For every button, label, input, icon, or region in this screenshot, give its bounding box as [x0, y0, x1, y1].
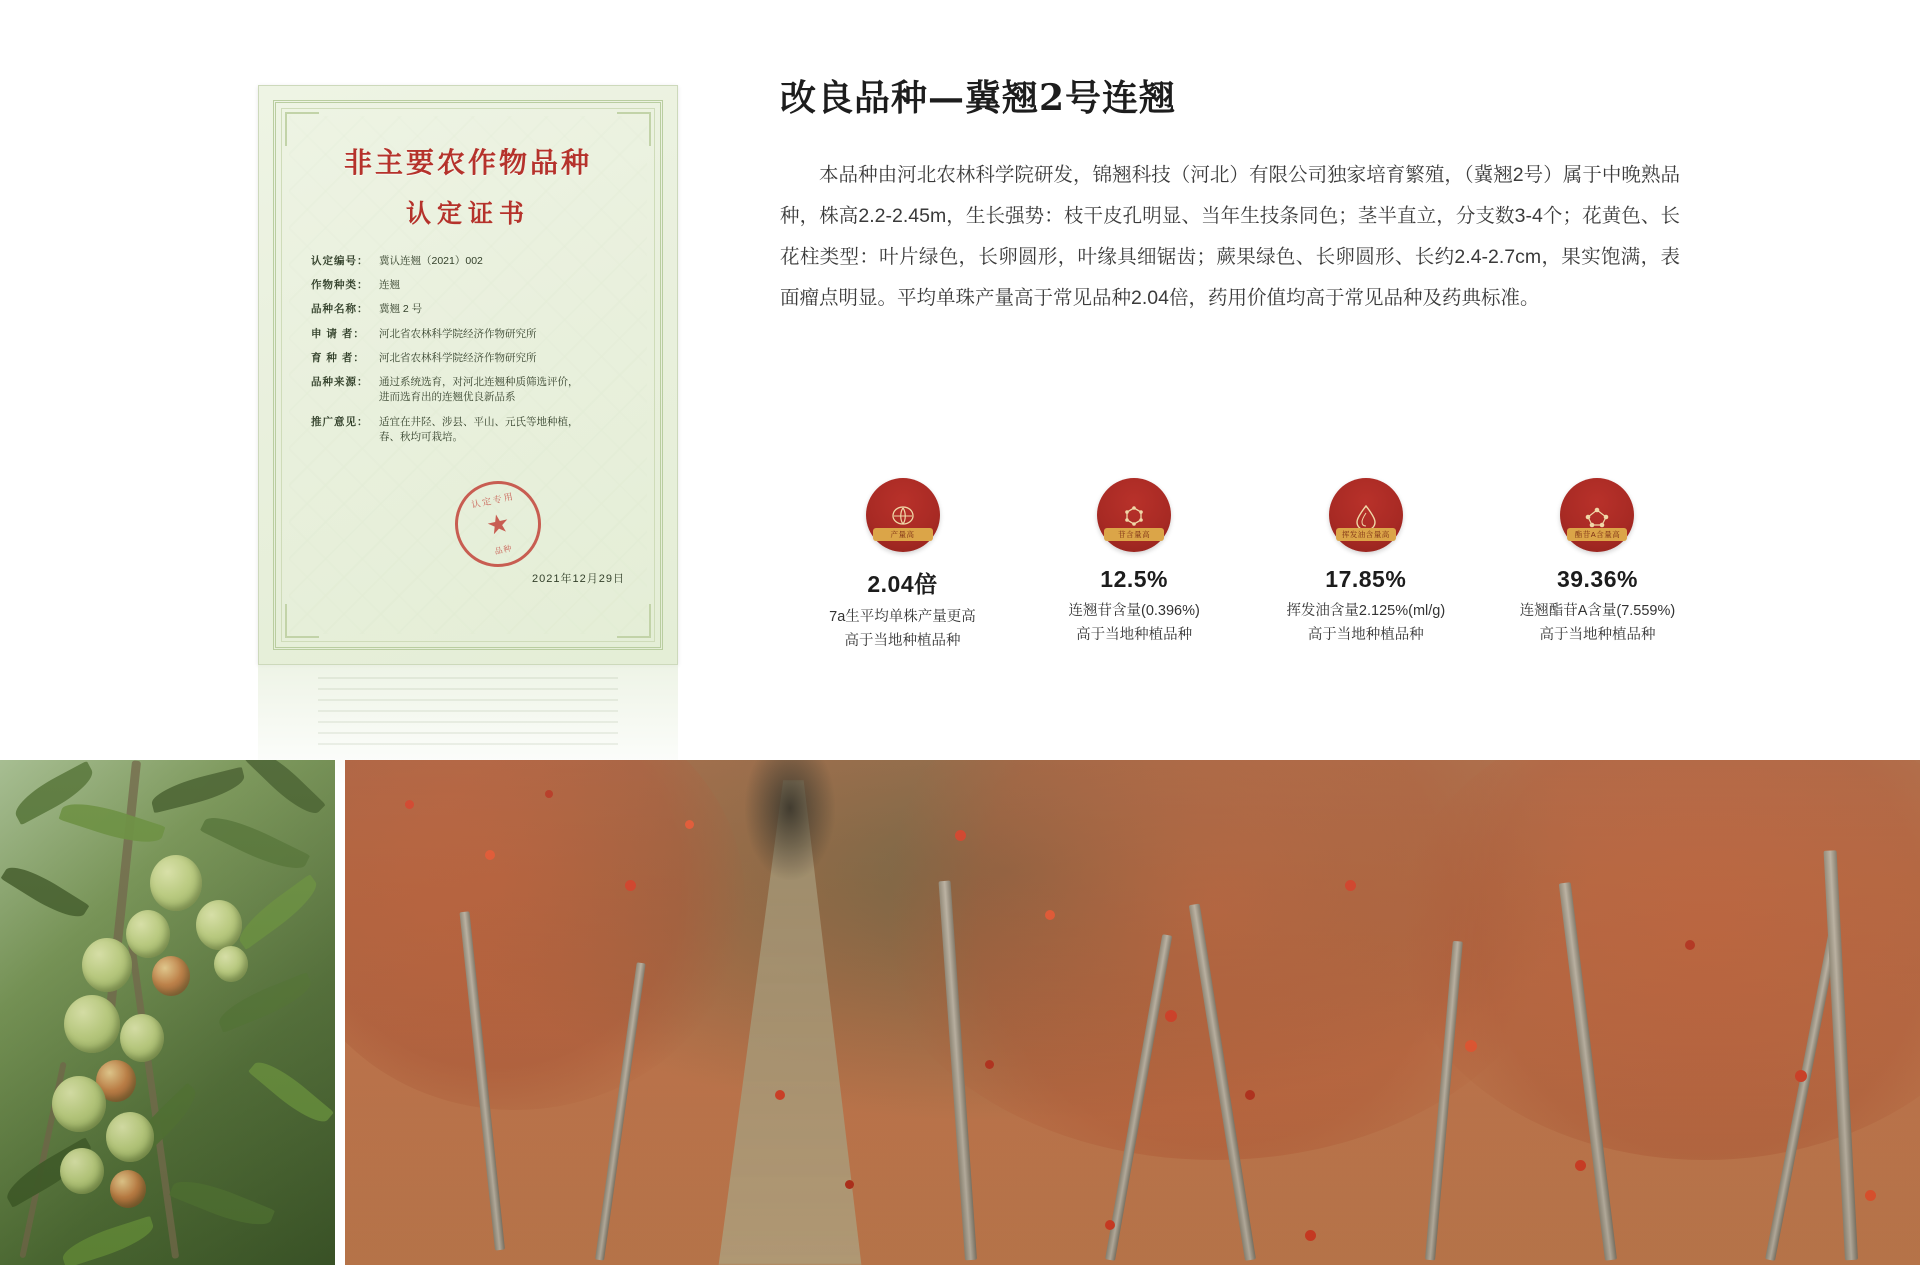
- stat-description-line1: 挥发油含量2.125%(ml/g): [1286, 603, 1446, 619]
- certificate-title-line2: 认定证书: [405, 199, 530, 228]
- stat-description-line2: 高于当地种植品种: [1539, 626, 1656, 643]
- certificate-field-label: 品种名称：: [311, 303, 369, 316]
- stat-badge-caption: 苷含量高: [1104, 528, 1164, 541]
- seal-top-text: 认定专用: [470, 491, 516, 510]
- body-paragraph: 本品种由河北农林科学院研发，锦翘科技（河北）有限公司独家培育繁殖，（冀翘2号）属于中晚熟品种，株高2.2-2.45m，生长强势：枝干皮孔明显、当年生技条同色；茎半直立，分支数3-4个；花黄色、长花柱类型：叶片绿色，长卵圆形，叶缘具细锯齿；蕨果绿色、长卵圆形、长约2.4-2.7cm，果实饱满，表面瘤点明显。平均单珠产量高于常见品种2.04倍，药用价值均高于常见品种及药典标准。: [780, 164, 1680, 309]
- stat-badge: [1329, 478, 1403, 552]
- certificate-watermark: [289, 116, 647, 634]
- stat-description-line2: 高于当地种植品种: [844, 632, 961, 649]
- stat-value: 17.85%: [1325, 566, 1407, 592]
- stat-description: [1263, 600, 1468, 648]
- certificate-field-value: 连翘: [379, 279, 400, 292]
- green-fruit-branch-photo: [0, 760, 335, 1265]
- stat-badge-caption: 产量高: [873, 528, 933, 541]
- certificate-field-label: 育 种 者：: [311, 351, 365, 364]
- certificate-field-list: [311, 254, 637, 454]
- certificate-corner-ornament: [617, 112, 651, 146]
- stat-value: 39.36%: [1556, 566, 1638, 592]
- stat-description: [1495, 600, 1700, 648]
- stat-item: [1263, 478, 1468, 654]
- certificate-corner-ornament: [617, 604, 651, 638]
- certificate-field-row: [311, 302, 637, 317]
- certificate-field-label: 推广意见：: [311, 415, 369, 428]
- leaf-yield-icon: [888, 504, 918, 530]
- stat-value: 2.04倍: [867, 571, 938, 597]
- certificate-field-value-line1: 适宜在井陉、涉县、平山、元氏等地种植，: [379, 415, 579, 428]
- photo-strip: [0, 760, 1920, 1265]
- stat-description: [800, 606, 1005, 654]
- orchard-shadow: [745, 760, 835, 880]
- certificate-field-row: [311, 254, 637, 269]
- stat-badge: [1097, 478, 1171, 552]
- stat-item: [1032, 478, 1237, 654]
- star-icon: ★: [483, 506, 513, 542]
- stat-badge: [1560, 478, 1634, 552]
- official-seal-stamp: [447, 473, 549, 575]
- certificate-field-row: [311, 375, 637, 405]
- page-title: 改良品种—冀翘2号连翘: [780, 77, 1177, 119]
- certificate-field-row: [311, 327, 637, 342]
- certificate-field-value: 冀认连翘（2021）002: [379, 255, 483, 267]
- certificate-title-line1: 非主要农作物品种: [343, 146, 592, 179]
- certificate-field-label: 作物种类：: [311, 279, 369, 292]
- seal-bottom-text: 品种: [493, 543, 514, 557]
- certificate-field-row: [311, 415, 637, 445]
- certificate-field-value-line2: 春、秋均可栽培。: [379, 430, 463, 443]
- certificate-field-row: [311, 278, 637, 293]
- stat-description-line2: 高于当地种植品种: [1307, 626, 1424, 643]
- stat-value: 12.5%: [1100, 566, 1169, 592]
- certificate-field-value: 河北省农林科学院经济作物研究所: [379, 327, 537, 340]
- stat-badge-caption: 挥发油含量高: [1336, 528, 1396, 541]
- certificate-field-value: 冀翘 2 号: [379, 303, 423, 316]
- certificate-corner-ornament: [285, 112, 319, 146]
- certificate-date: 2021年12月29日: [532, 573, 625, 585]
- certificate-field-label: 品种来源：: [311, 376, 369, 389]
- certificate-field-row: [311, 351, 637, 366]
- orchard-red-fruit-photo: [345, 760, 1920, 1265]
- reflection-text-lines: [318, 677, 618, 747]
- certificate-field-value-line1: 通过系统选育，对河北连翘种质筛选评价，: [379, 376, 579, 389]
- certificate-card: [258, 85, 678, 665]
- certificate-image: [258, 85, 678, 665]
- certificate-field-value: 河北省农林科学院经济作物研究所: [379, 351, 537, 364]
- stat-item: [800, 478, 1005, 654]
- stat-description-line1: 连翘苷含量(0.396%): [1068, 603, 1200, 619]
- certificate-field-label: 申 请 者：: [311, 327, 365, 340]
- stat-badge: [866, 478, 940, 552]
- stats-row: [800, 478, 1700, 654]
- molecule-glycoside-icon: [1119, 504, 1149, 530]
- certificate-field-value: [379, 375, 637, 405]
- molecule-ester-icon: [1581, 504, 1613, 530]
- certificate-field-value-line2: 进而选育出的连翘优良新品系: [379, 391, 516, 404]
- stat-badge-caption: 酯苷A含量高: [1567, 528, 1627, 541]
- article-content: [780, 70, 1680, 319]
- stat-description: [1032, 600, 1237, 648]
- certificate-field-value: [379, 415, 637, 445]
- certificate-field-label: 认定编号：: [311, 255, 369, 267]
- stat-item: [1495, 478, 1700, 654]
- certificate-corner-ornament: [285, 604, 319, 638]
- stat-description-line1: 7a生平均单株产量更高: [829, 609, 976, 625]
- stat-description-line2: 高于当地种植品种: [1076, 626, 1193, 643]
- stat-description-line1: 连翘酯苷A含量(7.559%): [1519, 603, 1676, 619]
